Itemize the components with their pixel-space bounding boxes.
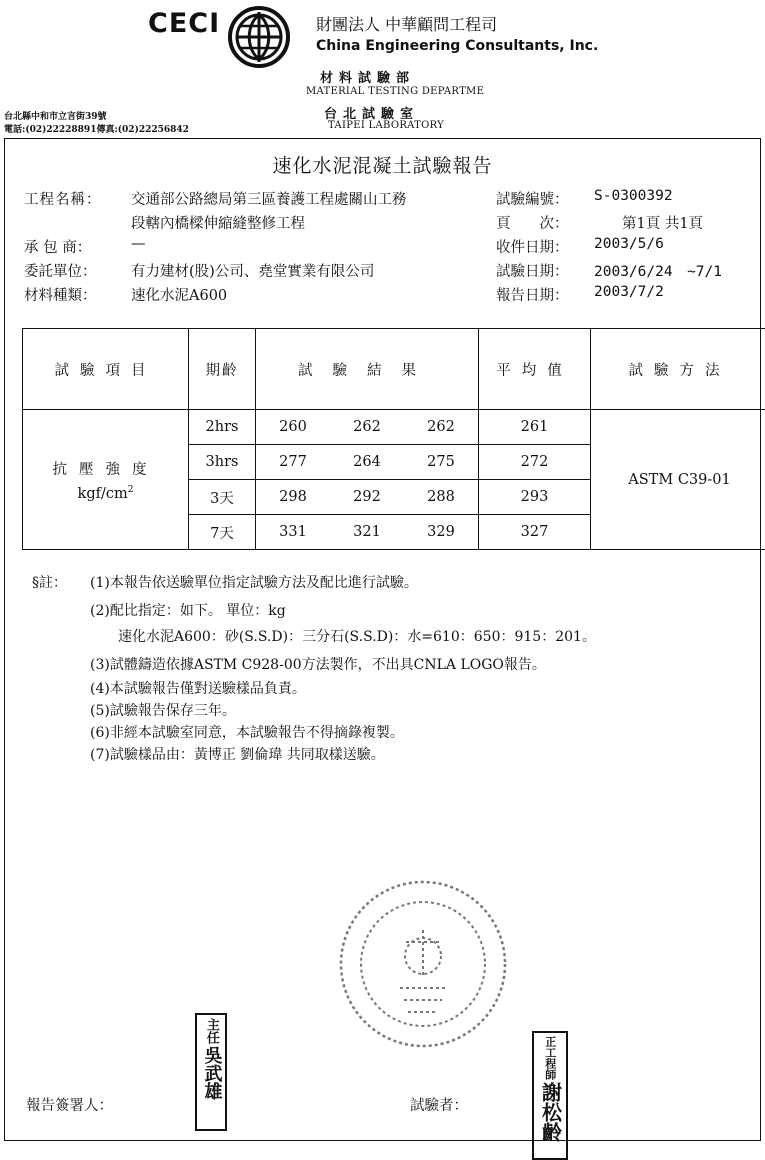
laboratory-english: TAIPEI LABORATORY: [328, 120, 445, 131]
result-value: 288: [427, 489, 455, 505]
header-age: 期齡: [189, 329, 256, 410]
average-cell: 293: [479, 480, 591, 515]
department-english: MATERIAL TESTING DEPARTME: [306, 86, 485, 97]
results-cell: [256, 515, 479, 550]
note-item: 速化水泥A600：砂(S.S.D)：三分石(S.S.D)：水=610：650：915：201。: [118, 629, 596, 645]
client-value: 有力建材(股)公司、堯堂實業有限公司: [131, 264, 375, 280]
signer-label: 報告簽署人：: [26, 1098, 113, 1114]
received-date-label: 收件日期：: [496, 240, 569, 256]
laboratory-chinese: 台北試驗室: [324, 107, 420, 122]
material-value: 速化水泥A600: [131, 288, 228, 304]
header-method: 試驗方法: [591, 329, 765, 410]
results-table: [22, 328, 765, 550]
result-value: 292: [353, 489, 381, 505]
results-cell: [256, 480, 479, 515]
results-cell: [256, 410, 479, 445]
result-value: 260: [279, 419, 307, 435]
result-value: 329: [427, 524, 455, 540]
report-title: 速化水泥混凝土試驗報告: [272, 155, 493, 177]
material-label: 材料種類：: [24, 288, 97, 304]
note-item: (4)本試驗報告僅對送驗樣品負責。: [90, 681, 306, 697]
results-cell: [256, 445, 479, 480]
engineer-stamp: [532, 1031, 568, 1160]
org-name-english: China Engineering Consultants, Inc.: [316, 38, 599, 54]
item-name: 抗壓強度: [52, 461, 159, 478]
received-date-value: 2003/5/6: [594, 236, 664, 252]
result-value: 262: [427, 419, 455, 435]
header-test-item: 試驗項目: [23, 329, 189, 410]
test-no-value: S-0300392: [594, 188, 673, 204]
test-no-label: 試驗編號：: [496, 192, 569, 208]
test-date-value: 2003/6/24 ~7/1: [594, 264, 722, 280]
unit-exponent: 2: [127, 484, 134, 495]
report-date-label: 報告日期：: [496, 288, 569, 304]
address: 台北縣中和市立言街39號: [4, 112, 107, 122]
item-cell: [23, 410, 189, 550]
unit-text: kgf/cm: [77, 485, 128, 502]
average-cell: 272: [479, 445, 591, 480]
page-value: 第1頁 共1頁: [622, 216, 704, 232]
header-average: 平均值: [479, 329, 591, 410]
note-item: (5)試驗報告保存三年。: [90, 703, 236, 719]
average-cell: 261: [479, 410, 591, 445]
table-header-row: [23, 329, 765, 410]
table-row: [23, 410, 765, 445]
result-value: 262: [353, 419, 381, 435]
project-name-line1: 交通部公路總局第三區養護工程處關山工務: [131, 192, 407, 208]
contractor-label: 承 包 商：: [24, 240, 92, 256]
director-stamp: [195, 1013, 227, 1131]
project-name-line2: 段轄內橋樑伸縮縫整修工程: [131, 216, 305, 232]
project-row: [24, 188, 102, 209]
brand-wordmark: CECI: [148, 8, 221, 39]
stamp-title: 正工程師: [543, 1036, 557, 1080]
note-item: (1)本報告依送驗單位指定試驗方法及配比進行試驗。: [90, 575, 418, 591]
note-item: (3)試體鑄造依據ASTM C928-00方法製作，不出具CNLA LOGO報告。: [90, 657, 546, 673]
header-results: 試驗結果: [256, 329, 479, 410]
result-value: 277: [279, 454, 307, 470]
notes-marker: §註：: [32, 575, 67, 591]
stamp-name: 吳武雄: [201, 1046, 223, 1100]
test-date-label: 試驗日期：: [496, 264, 569, 280]
note-item: (6)非經本試驗室同意，本試驗報告不得摘錄複製。: [90, 725, 404, 741]
official-seal-icon: [324, 878, 522, 1048]
report-date-value: 2003/7/2: [594, 284, 664, 300]
method-cell: ASTM C39-01: [591, 410, 765, 550]
result-value: 331: [279, 524, 307, 540]
note-item: (2)配比指定：如下。 單位：kg: [90, 603, 286, 619]
department-chinese: 材料試驗部: [320, 71, 416, 86]
tester-label: 試驗者：: [410, 1098, 468, 1114]
page-label: 頁 次：: [496, 216, 569, 232]
average-cell: 327: [479, 515, 591, 550]
result-value: 264: [353, 454, 381, 470]
result-value: 298: [279, 489, 307, 505]
contractor-value: —: [131, 236, 146, 252]
ceci-logo-icon: [228, 6, 290, 68]
client-label: 委託單位：: [24, 264, 97, 280]
stamp-title: 主任: [203, 1018, 219, 1044]
age-cell: 3天: [189, 480, 256, 515]
org-name-chinese: 財團法人 中華顧問工程司: [316, 15, 498, 34]
result-value: 321: [353, 524, 381, 540]
stamp-name: 謝松齡: [538, 1082, 563, 1142]
item-unit: [23, 485, 188, 502]
age-cell: 3hrs: [189, 445, 256, 480]
result-value: 275: [427, 454, 455, 470]
phone-fax: 電話:(02)22228891傳真:(02)22256842: [4, 125, 189, 135]
age-cell: 2hrs: [189, 410, 256, 445]
note-item: (7)試驗樣品由：黃博正 劉倫瑋 共同取樣送驗。: [90, 747, 385, 763]
project-label: 工程名稱：: [24, 192, 102, 208]
age-cell: 7天: [189, 515, 256, 550]
